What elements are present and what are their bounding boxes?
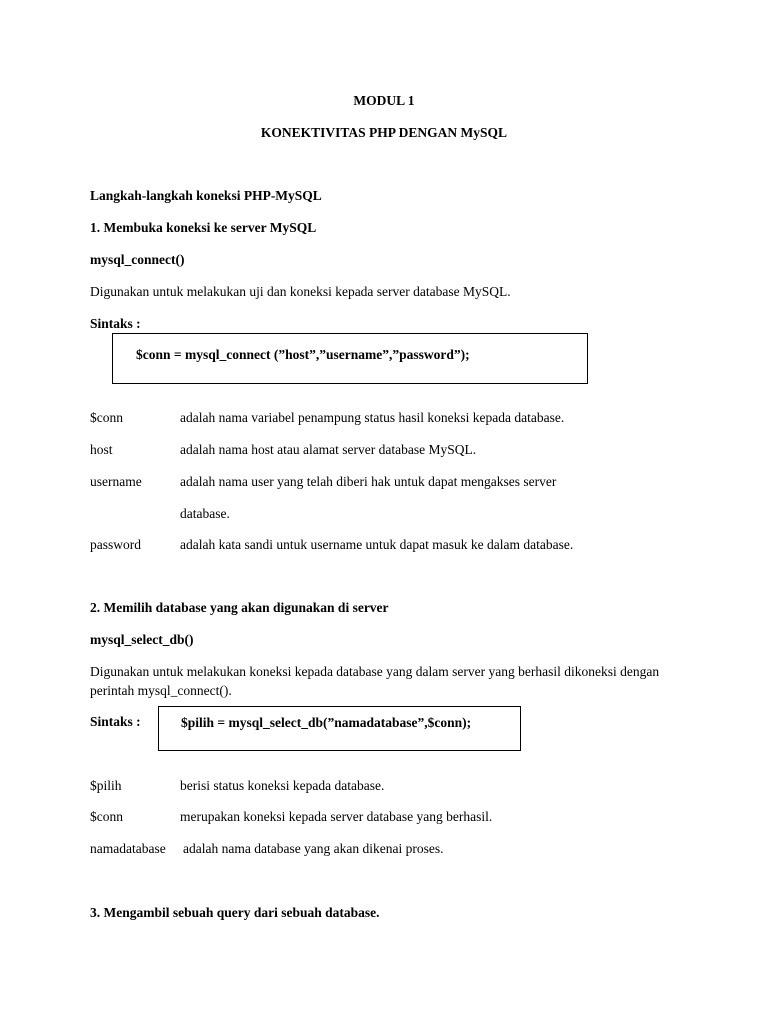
section-1-syntax-label: Sintaks :: [90, 316, 141, 331]
section-2-syntax-label: Sintaks :: [90, 714, 141, 729]
param-name: namadatabase: [90, 841, 166, 856]
intro-heading: Langkah-langkah koneksi PHP-MySQL: [90, 188, 322, 203]
param-desc: adalah nama variabel penampung status hasil koneksi kepada database.: [180, 410, 565, 425]
section-3-heading: 3. Mengambil sebuah query dari sebuah database.: [90, 905, 380, 920]
param-desc: adalah nama host atau alamat server database MySQL.: [180, 442, 477, 457]
param-desc: adalah nama database yang akan dikenai proses.: [183, 841, 444, 856]
section-2-heading: 2. Memilih database yang akan digunakan di server: [90, 600, 389, 615]
document-subtitle: KONEKTIVITAS PHP DENGAN MySQL: [260, 125, 508, 140]
section-2-syntax-code: $pilih = mysql_select_db(”namadatabase”,$conn);: [181, 715, 472, 730]
section-1-syntax-box: [112, 333, 588, 384]
param-name: password: [90, 537, 141, 552]
param-desc: adalah nama user yang telah diberi hak untuk dapat mengakses server: [180, 474, 557, 489]
param-name: $pilih: [90, 778, 122, 793]
param-desc: merupakan koneksi kepada server database yang berhasil.: [180, 809, 493, 824]
param-name: $conn: [90, 809, 123, 824]
section-1-description: Digunakan untuk melakukan uji dan koneksi kepada server database MySQL.: [90, 284, 511, 299]
param-name: username: [90, 474, 142, 489]
param-desc-continued: database.: [180, 506, 230, 521]
section-1-syntax-code: $conn = mysql_connect (”host”,”username”,”password”);: [136, 347, 470, 362]
section-1-function: mysql_connect(): [90, 252, 185, 267]
section-2-syntax-box: [158, 706, 521, 751]
section-2-function: mysql_select_db(): [90, 632, 194, 647]
param-name: $conn: [90, 410, 123, 425]
section-2-description-line-2: perintah mysql_connect().: [90, 683, 232, 698]
param-name: host: [90, 442, 113, 457]
param-desc: adalah kata sandi untuk username untuk dapat masuk ke dalam database.: [180, 537, 574, 552]
document-title: MODUL 1: [353, 93, 415, 108]
section-1-heading: 1. Membuka koneksi ke server MySQL: [90, 220, 317, 235]
param-desc: berisi status koneksi kepada database.: [180, 778, 385, 793]
section-2-description-line-1: Digunakan untuk melakukan koneksi kepada database yang dalam server yang berhasil dikoneksi dengan: [90, 664, 660, 679]
